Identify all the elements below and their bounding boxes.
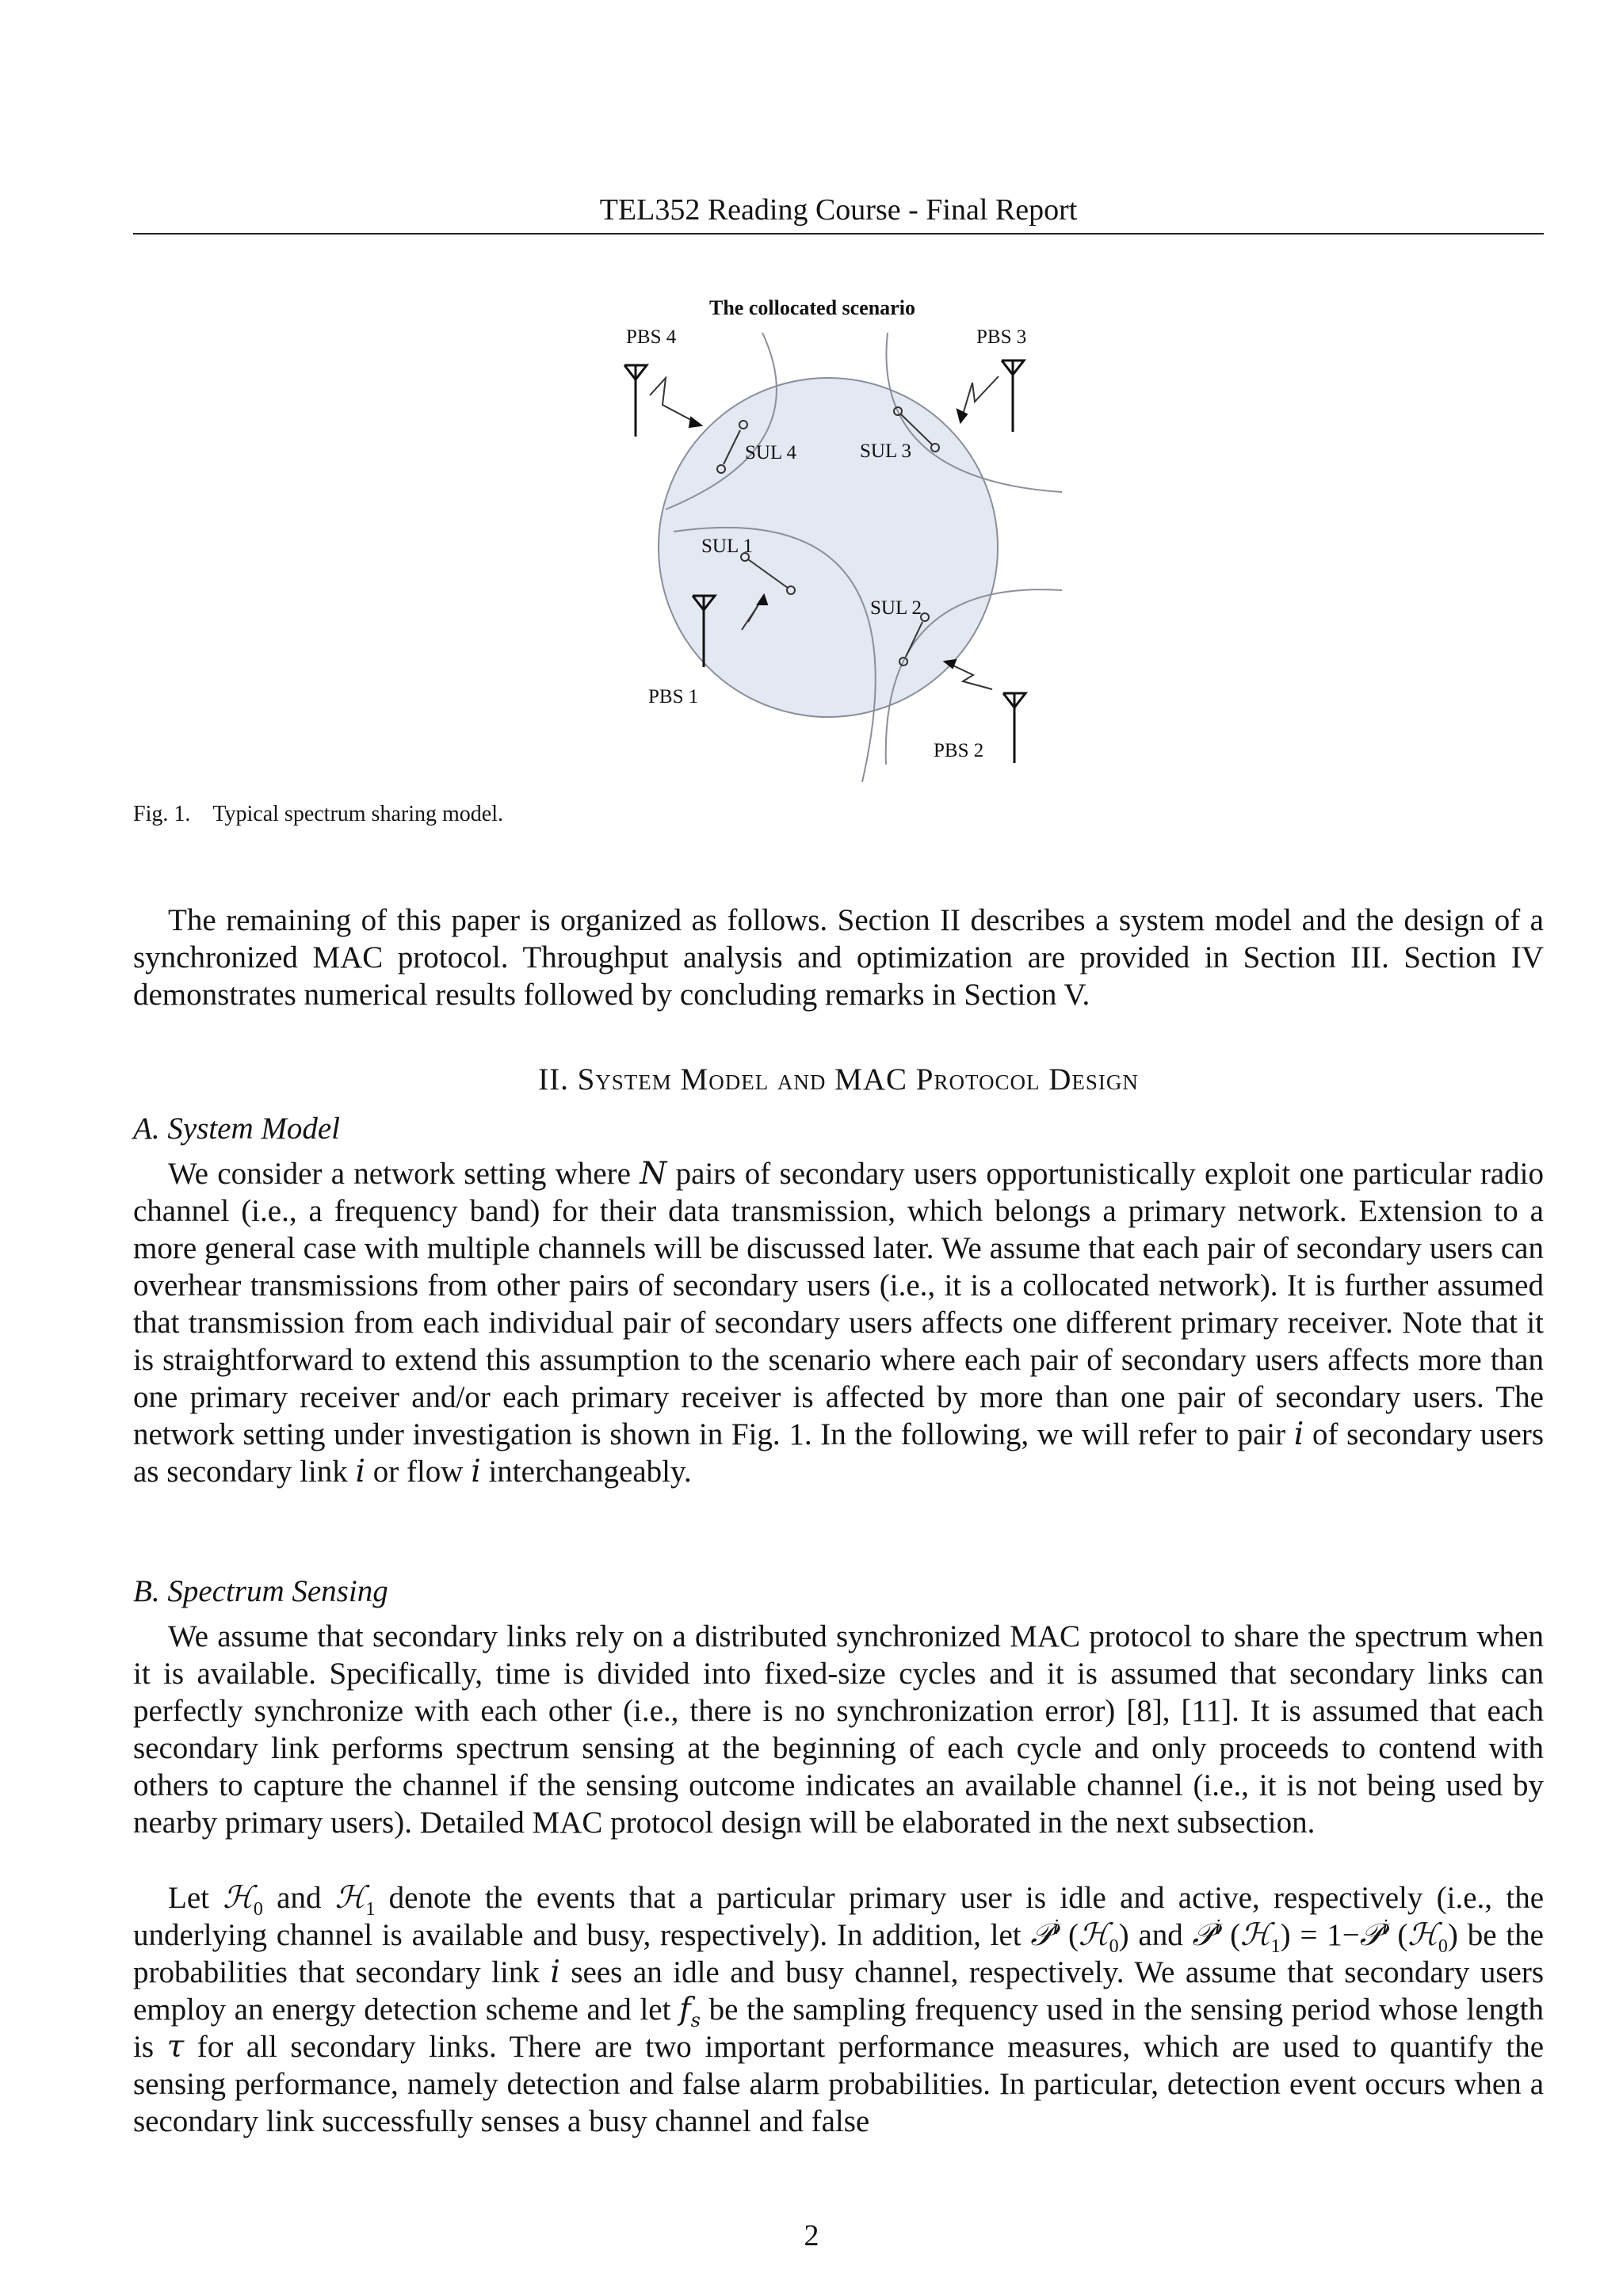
- math-symbol: ℋ: [1407, 1917, 1438, 1953]
- text-run: be the probabilities that secondary link: [133, 1918, 1544, 1989]
- text-run: We consider a network setting where: [168, 1157, 640, 1191]
- sul4-label: SUL 4: [745, 442, 797, 463]
- math-var: i: [471, 1454, 481, 1489]
- running-header: TEL352 Reading Course - Final Report: [133, 187, 1544, 235]
- math-var: i: [550, 1955, 560, 1990]
- text-run: sees an idle and busy channel, respectively. We assume that secondary users employ an energy detection scheme and let: [133, 1955, 1544, 2027]
- sul1-label: SUL 1: [701, 536, 754, 557]
- text-run: and: [262, 1881, 335, 1915]
- pbs3-label: PBS 3: [976, 326, 1027, 348]
- antenna-icon: [624, 365, 647, 437]
- math-symbol: ℋ: [1079, 1917, 1109, 1953]
- math-var: i: [355, 1454, 365, 1489]
- text-run: and: [1128, 1918, 1193, 1952]
- math-var: τ: [166, 2029, 185, 2065]
- math-paren: ): [1118, 1918, 1129, 1952]
- text-run: of secondary users as secondary link: [133, 1417, 1545, 1489]
- caption-label: Fig. 1.: [133, 802, 191, 826]
- math-var: i: [1293, 1417, 1304, 1452]
- text-run: or flow: [365, 1455, 472, 1489]
- math-symbol: ℋ: [1240, 1917, 1271, 1953]
- math-superscript: i: [1052, 1917, 1060, 1939]
- text-run: Let: [168, 1881, 223, 1915]
- sul3-label: SUL 3: [860, 441, 912, 462]
- math-symbol: ℋ: [334, 1880, 366, 1916]
- subsection-b-title: B. Spectrum Sensing: [133, 1574, 388, 1608]
- figure-caption: [133, 802, 503, 827]
- figure-title: The collocated scenario: [709, 296, 915, 319]
- pbs4-label: PBS 4: [626, 326, 677, 348]
- math-subscript: 1: [1270, 1936, 1281, 1957]
- figure-collocated-scenario: [586, 289, 1062, 788]
- text-run: for all secondary links. There are two important performance measures, which are used to quantify the sensing performance, namely detection and false alarm probabilities. In particular, detection event occurs when a secondary link successfully senses a busy channel and false: [133, 2030, 1544, 2138]
- page-number: 2: [804, 2219, 819, 2252]
- math-symbol: 𝒫: [1192, 1917, 1215, 1953]
- caption-text: Typical spectrum sharing model.: [212, 802, 503, 826]
- antenna-icon: [1002, 360, 1024, 432]
- subsection-a-title: A. System Model: [133, 1112, 341, 1146]
- paragraph-spectrum-sensing-1: We assume that secondary links rely on a distributed synchronized MAC protocol to share the spectrum when it is available. Specifically, time is divided into fixed-size cycles and it is assumed that secondary links can perfectly synchronize with each other (i.e., there is no synchronization error) [8], [11]. It is assumed that each secondary link performs spectrum sensing at the beginning of each cycle and only proceeds to contend with others to capture the channel if the sensing outcome indicates an available channel (i.e., it is not being used by nearby primary users). Detailed MAC protocol design will be elaborated in the next subsection.: [133, 1619, 1544, 1840]
- math-symbol: 𝒫: [1030, 1917, 1053, 1953]
- math-paren: ): [1280, 1918, 1291, 1952]
- text-run: denote the events that a particular primary user is idle and active, respectively (i.e., the underlying channel is available and busy, respectively). In addition, let: [133, 1881, 1545, 1952]
- paragraph-system-model: [133, 1155, 1544, 1490]
- math-subscript: 1: [365, 1898, 376, 1920]
- math-paren: (: [1388, 1918, 1408, 1952]
- math-var: N: [640, 1156, 667, 1192]
- section-heading: [133, 1062, 1544, 1097]
- math-superscript: i: [1381, 1917, 1388, 1939]
- antenna-icon: [1003, 693, 1025, 763]
- section-number: II.: [538, 1062, 569, 1097]
- math-superscript: i: [1214, 1917, 1221, 1939]
- text-run: pairs of secondary users opportunistically exploit one particular radio channel (i.e., a frequency band) for their data transmission, which belongs a primary network. Extension to a more general case with multiple channels will be discussed later. We assume that each pair of secondary users can overhear transmissions from other pairs of secondary users (i.e., it is a collocated network). It is further assumed that transmission from each individual pair of secondary users affects one different primary receiver. Note that it is straightforward to extend this assumption to the scenario where each pair of secondary users affects more than one primary receiver and/or each primary receiver is affected by more than one pair of secondary users. The network setting under investigation is shown in Fig. 1. In the following, we will refer to pair: [133, 1157, 1544, 1451]
- text-run: interchangeably.: [480, 1455, 692, 1489]
- pbs2-label: PBS 2: [934, 740, 984, 761]
- math-operator: = 1−: [1290, 1918, 1360, 1952]
- paragraph-spectrum-sensing-2: [133, 1879, 1544, 2140]
- math-paren: ): [1447, 1918, 1458, 1952]
- intro-paragraph: The remaining of this paper is organized as follows. Section II describes a system model and the design of a synchronized MAC protocol. Throughput analysis and optimization are provided in Section III. Section IV demonstrates numerical results followed by concluding remarks in Section V.: [133, 903, 1544, 1012]
- math-paren: (: [1059, 1918, 1079, 1952]
- math-symbol: ℋ: [223, 1880, 254, 1916]
- section-title: System Model and MAC Protocol Design: [577, 1062, 1139, 1097]
- pbs1-label: PBS 1: [648, 686, 699, 707]
- math-subscript: 0: [1438, 1936, 1448, 1957]
- math-subscript: s: [690, 2008, 701, 2031]
- sul2-label: SUL 2: [870, 597, 922, 619]
- math-symbol: 𝒫: [1359, 1917, 1382, 1953]
- math-paren: (: [1220, 1918, 1241, 1952]
- math-var: f: [679, 1992, 691, 2027]
- math-subscript: 0: [253, 1898, 263, 1920]
- text-run: be the sampling frequency used in the sensing period whose length is: [133, 1993, 1544, 2064]
- math-subscript: 0: [1109, 1936, 1119, 1957]
